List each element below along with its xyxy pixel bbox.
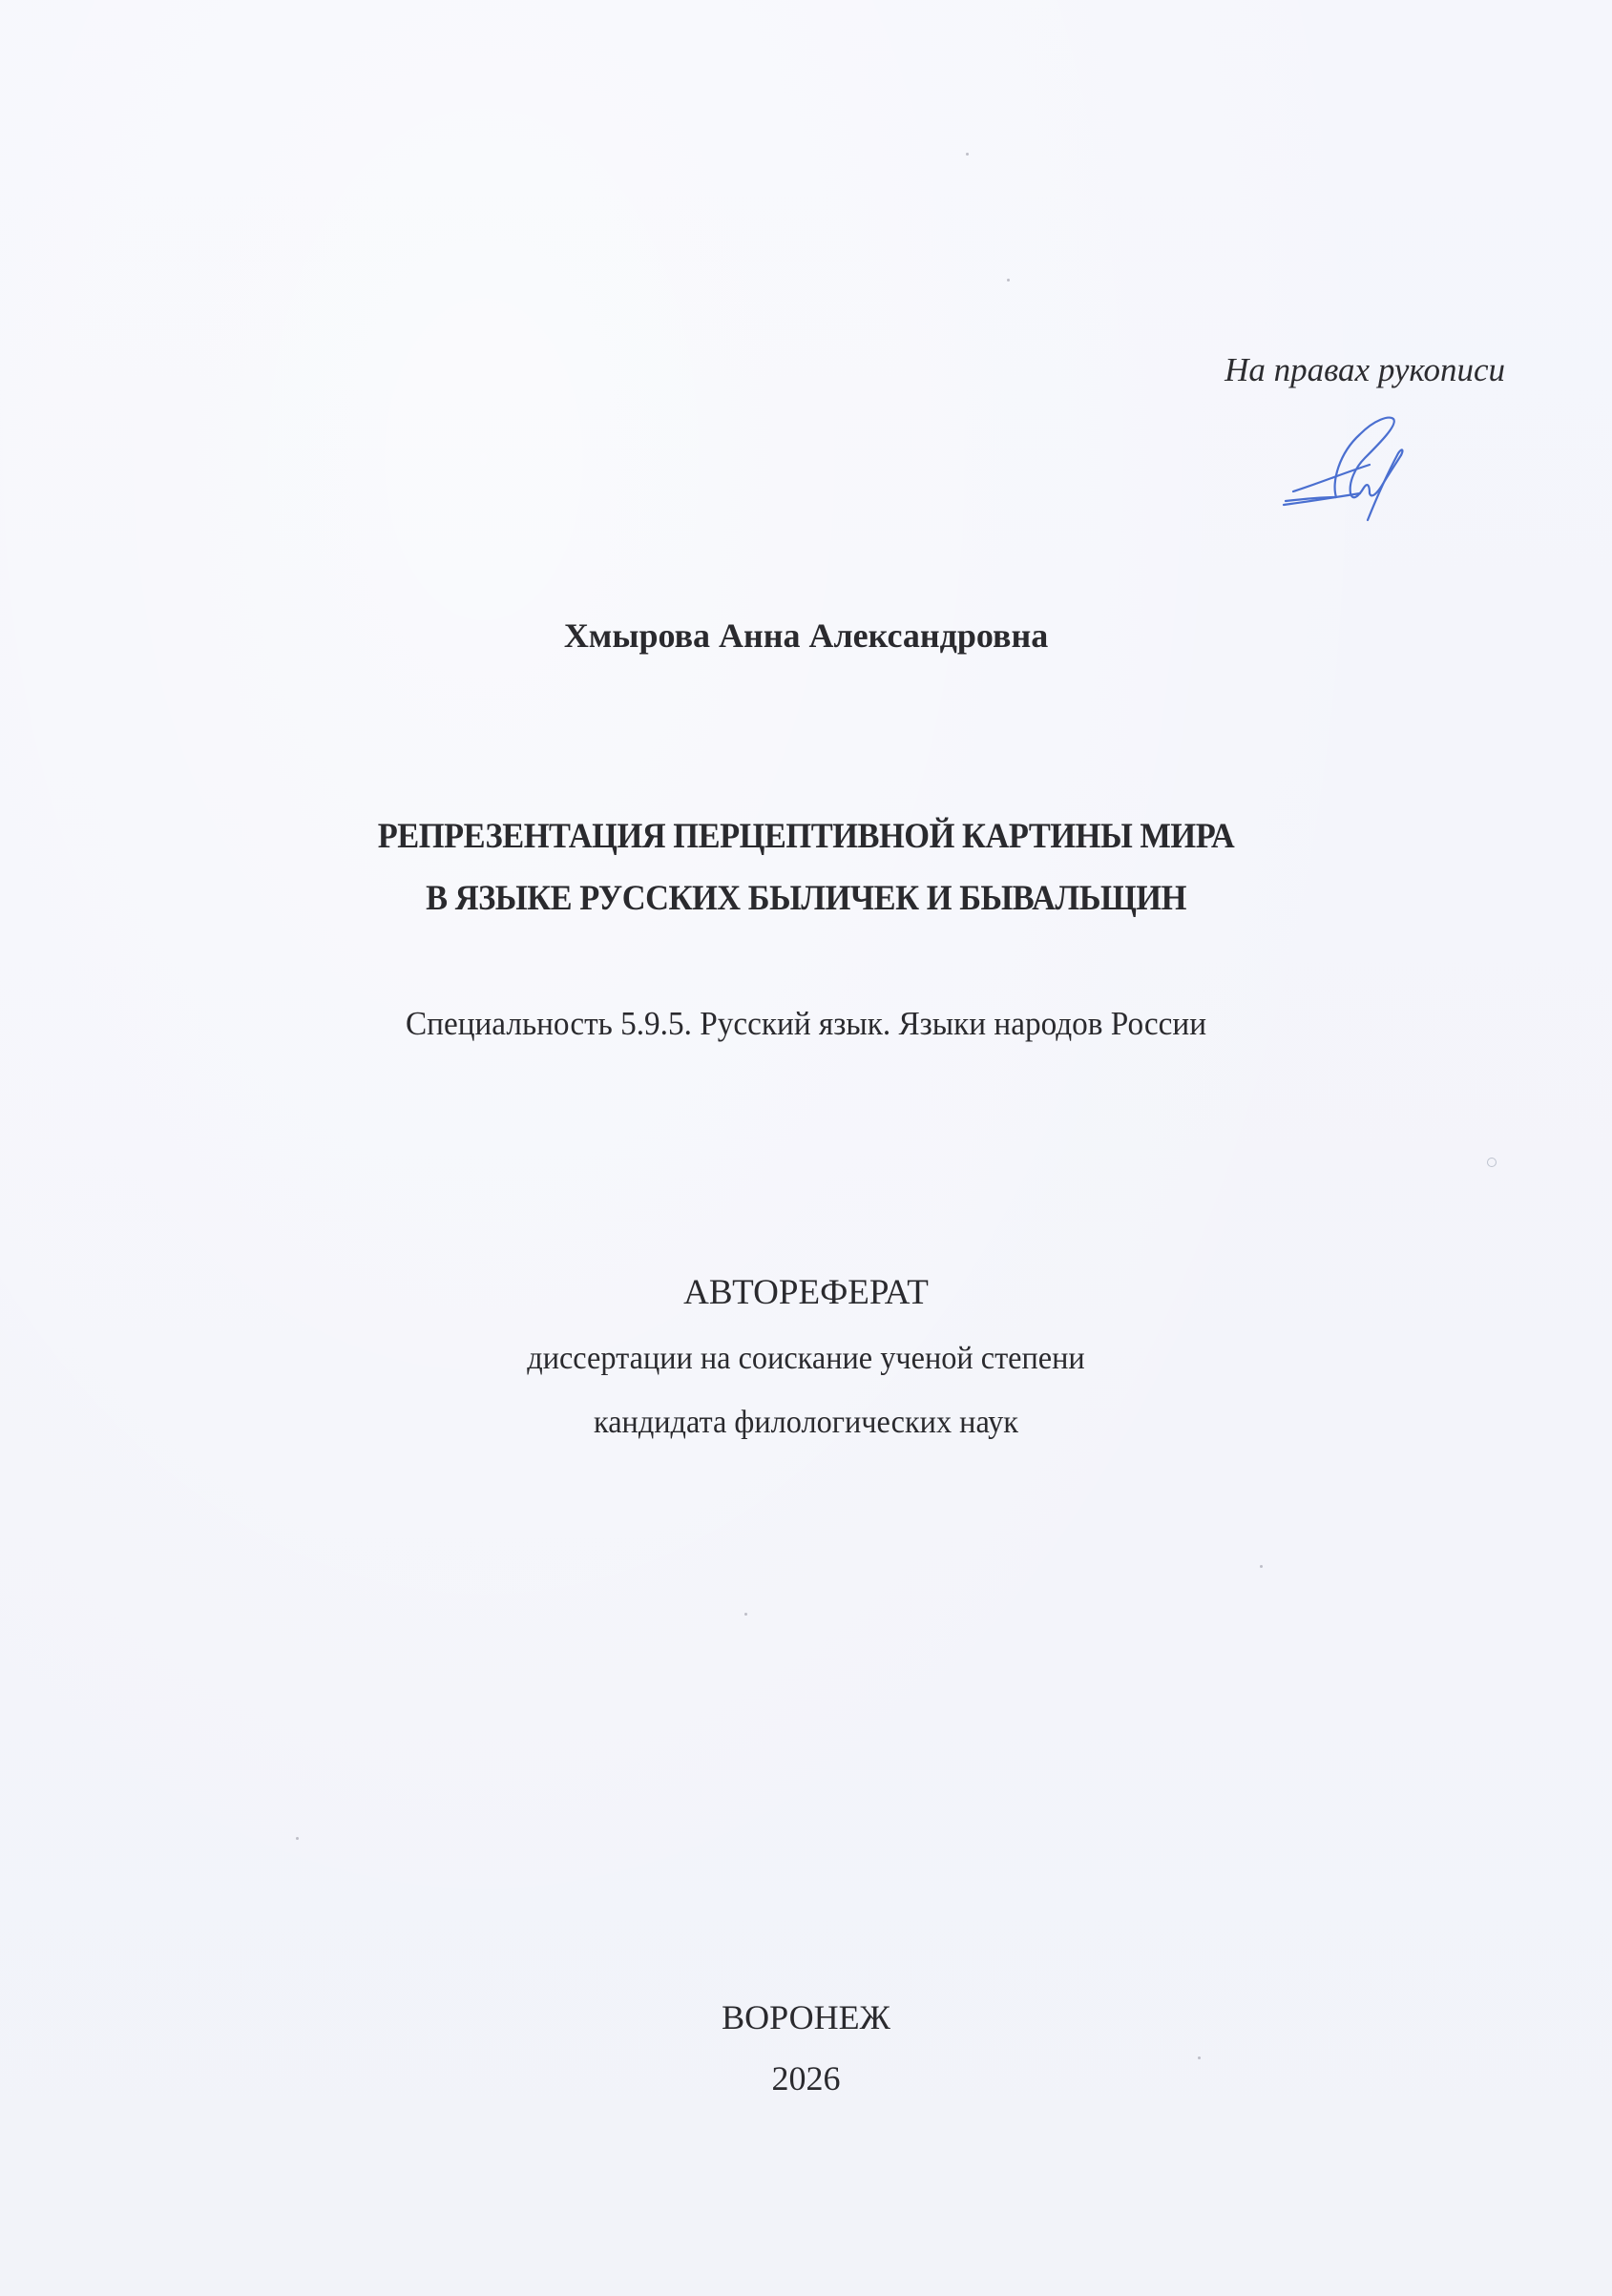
paper-speck xyxy=(1198,2056,1201,2059)
year: 2026 xyxy=(771,2059,841,2098)
paper-speck xyxy=(1007,279,1010,282)
specialty-line: Специальность 5.9.5. Русский язык. Языки народов России xyxy=(405,1005,1207,1042)
document-type: АВТОРЕФЕРАТ xyxy=(683,1273,929,1312)
paper-speck xyxy=(966,153,969,156)
degree-line-1: диссертации на соискание ученой степени xyxy=(527,1341,1085,1376)
paper-speck xyxy=(296,1837,299,1840)
paper-speck xyxy=(1260,1565,1263,1568)
paper-speck xyxy=(744,1613,747,1616)
degree-line-2: кандидата филологических наук xyxy=(593,1405,1019,1440)
dissertation-title-line-2: В ЯЗЫКЕ РУССКИХ БЫЛИЧЕК И БЫВАЛЬЩИН xyxy=(426,879,1186,918)
manuscript-rights-note: На правах рукописи xyxy=(1225,351,1505,388)
signature-icon xyxy=(1265,406,1436,539)
dissertation-title-line-1: РЕПРЕЗЕНТАЦИЯ ПЕРЦЕПТИВНОЙ КАРТИНЫ МИРА xyxy=(377,817,1235,856)
author-name: Хмырова Анна Александровна xyxy=(563,616,1049,655)
paper-speck xyxy=(1487,1158,1497,1167)
city: ВОРОНЕЖ xyxy=(722,1998,890,2036)
